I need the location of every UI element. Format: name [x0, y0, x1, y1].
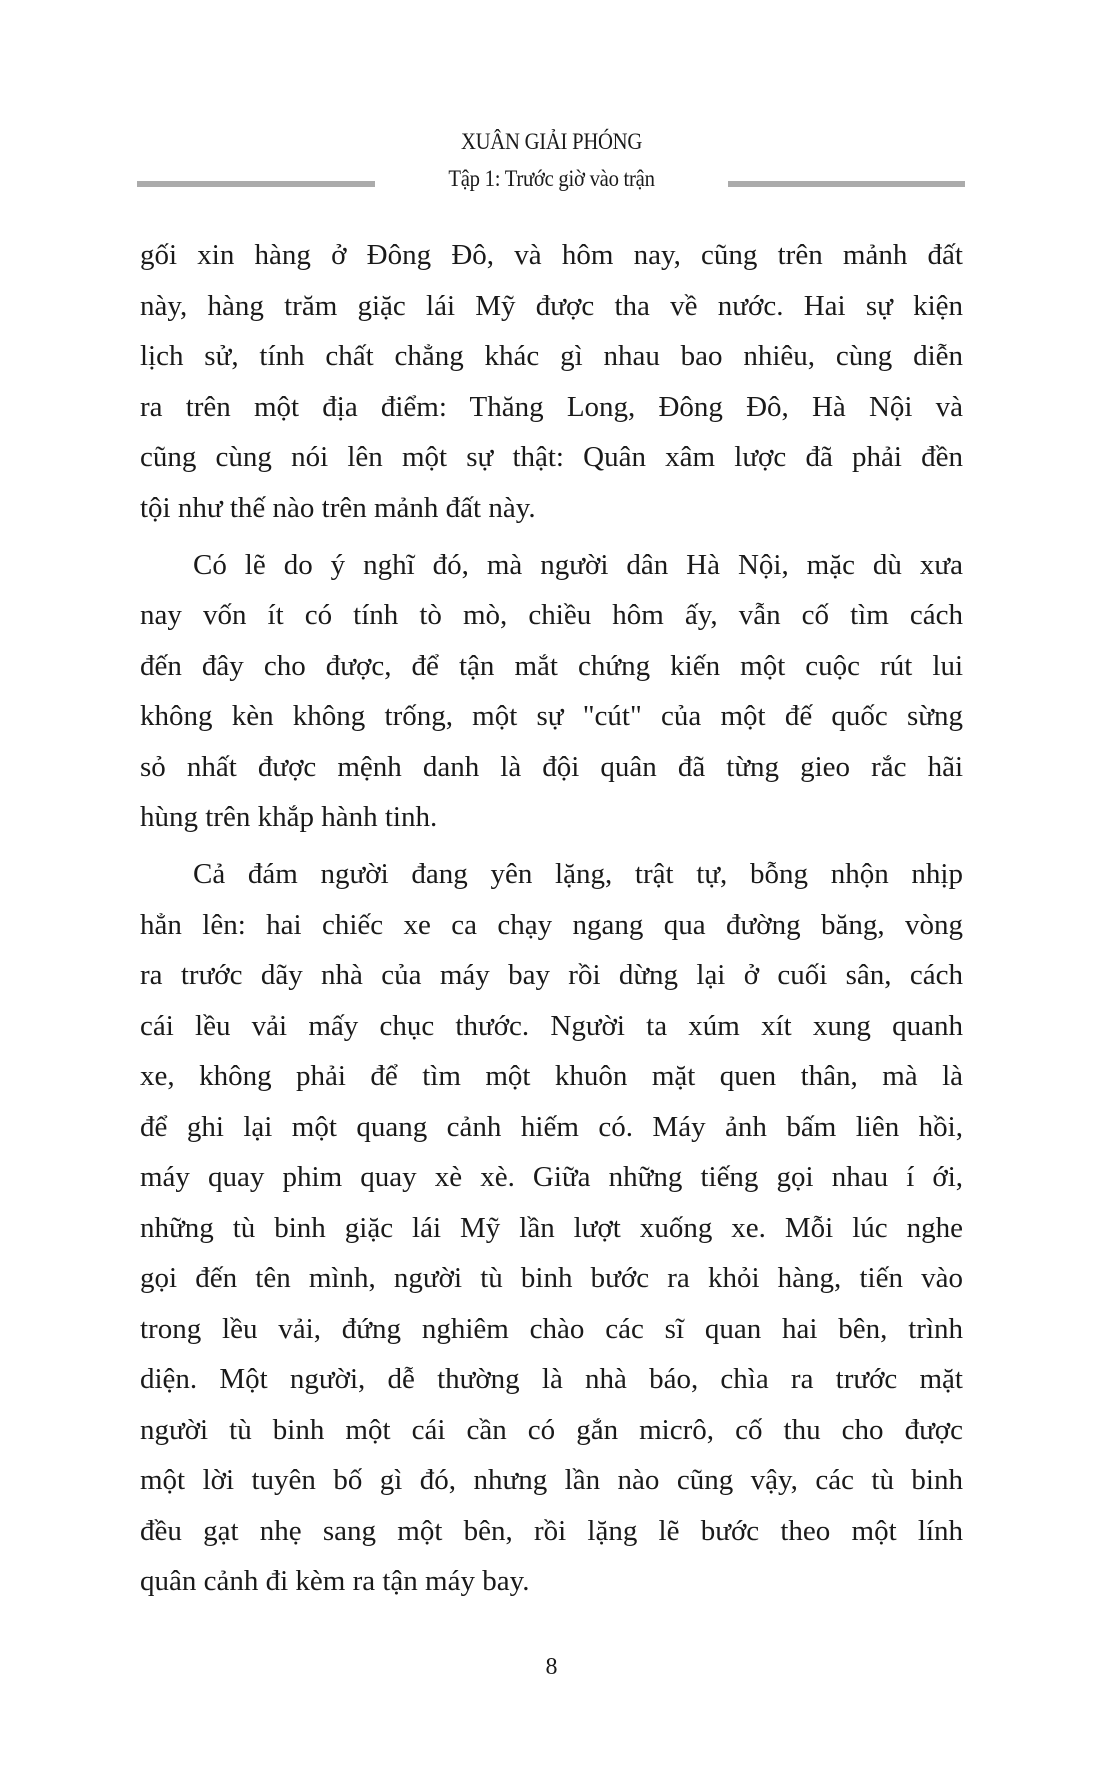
header-rule-right [728, 181, 965, 187]
text-line: quân cảnh đi kèm ra tận máy bay. [140, 1565, 530, 1597]
text-line: Cả đám người đang yên lặng, trật tự, bỗng nhộn nhịp [193, 858, 963, 890]
text-line: trong lều vải, đứng nghiêm chào các sĩ quan hai bên, trình [140, 1312, 963, 1345]
paragraph [140, 540, 963, 843]
text-line: lịch sử, tính chất chẳng khác gì nhau bao nhiêu, cùng diễn [140, 340, 963, 372]
text-line: ra trước dãy nhà của máy bay rồi dừng lại ở cuối sân, cách [140, 959, 963, 991]
text-line: ra trên một địa điểm: Thăng Long, Đông Đô, Hà Nội và [140, 390, 963, 423]
text-line: gọi đến tên mình, người tù binh bước ra khỏi hàng, tiến vào [140, 1262, 963, 1294]
text-line: máy quay phim quay xè xè. Giữa những tiếng gọi nhau í ới, [140, 1161, 963, 1193]
text-line: hẳn lên: hai chiếc xe ca chạy ngang qua đường băng, vòng [140, 908, 963, 941]
paragraph [140, 230, 963, 533]
text-line: không kèn không trống, một sự "cút" của một đế quốc sừng [140, 700, 963, 732]
text-line: cái lều vải mấy chục thước. Người ta xúm xít xung quanh [140, 1009, 963, 1042]
text-line: tội như thế nào trên mảnh đất này. [140, 491, 536, 524]
text-line: gối xin hàng ở Đông Đô, và hôm nay, cũng trên mảnh đất [140, 239, 963, 271]
text-line: hùng trên khắp hành tinh. [140, 801, 438, 833]
text-line: để ghi lại một quang cảnh hiếm có. Máy ảnh bấm liên hồi, [140, 1110, 963, 1143]
text-line: diện. Một người, dễ thường là nhà báo, chìa ra trước mặt [140, 1363, 963, 1395]
text-line: này, hàng trăm giặc lái Mỹ được tha về nước. Hai sự kiện [140, 289, 963, 322]
book-title: XUÂN GIẢI PHÓNG [460, 129, 643, 154]
text-line: người tù binh một cái cần có gắn micrô, cố thu cho được [140, 1413, 963, 1446]
paragraph [140, 849, 963, 1607]
text-line: xe, không phải để tìm một khuôn mặt quen thân, mà là [140, 1060, 963, 1092]
text-line: một lời tuyên bố gì đó, nhưng lần nào cũng vậy, các tù binh [140, 1464, 963, 1496]
header-rule-left [137, 181, 375, 187]
volume-title: Tập 1: Trước giờ vào trận [448, 166, 655, 191]
text-line: đều gạt nhẹ sang một bên, rồi lặng lẽ bước theo một lính [140, 1514, 963, 1547]
body-text [140, 230, 963, 1613]
text-line: Có lẽ do ý nghĩ đó, mà người dân Hà Nội, mặc dù xưa [193, 548, 963, 581]
text-line: sỏ nhất được mệnh danh là đội quân đã từng gieo rắc hãi [140, 750, 963, 783]
text-line: cũng cùng nói lên một sự thật: Quân xâm lược đã phải đền [140, 441, 963, 473]
text-line: những tù binh giặc lái Mỹ lần lượt xuống xe. Mỗi lúc nghe [140, 1211, 963, 1244]
text-line: đến đây cho được, để tận mắt chứng kiến một cuộc rút lui [140, 649, 963, 682]
text-line: nay vốn ít có tính tò mò, chiều hôm ấy, vẫn cố tìm cách [140, 599, 963, 631]
page-number: 8 [545, 1654, 558, 1680]
